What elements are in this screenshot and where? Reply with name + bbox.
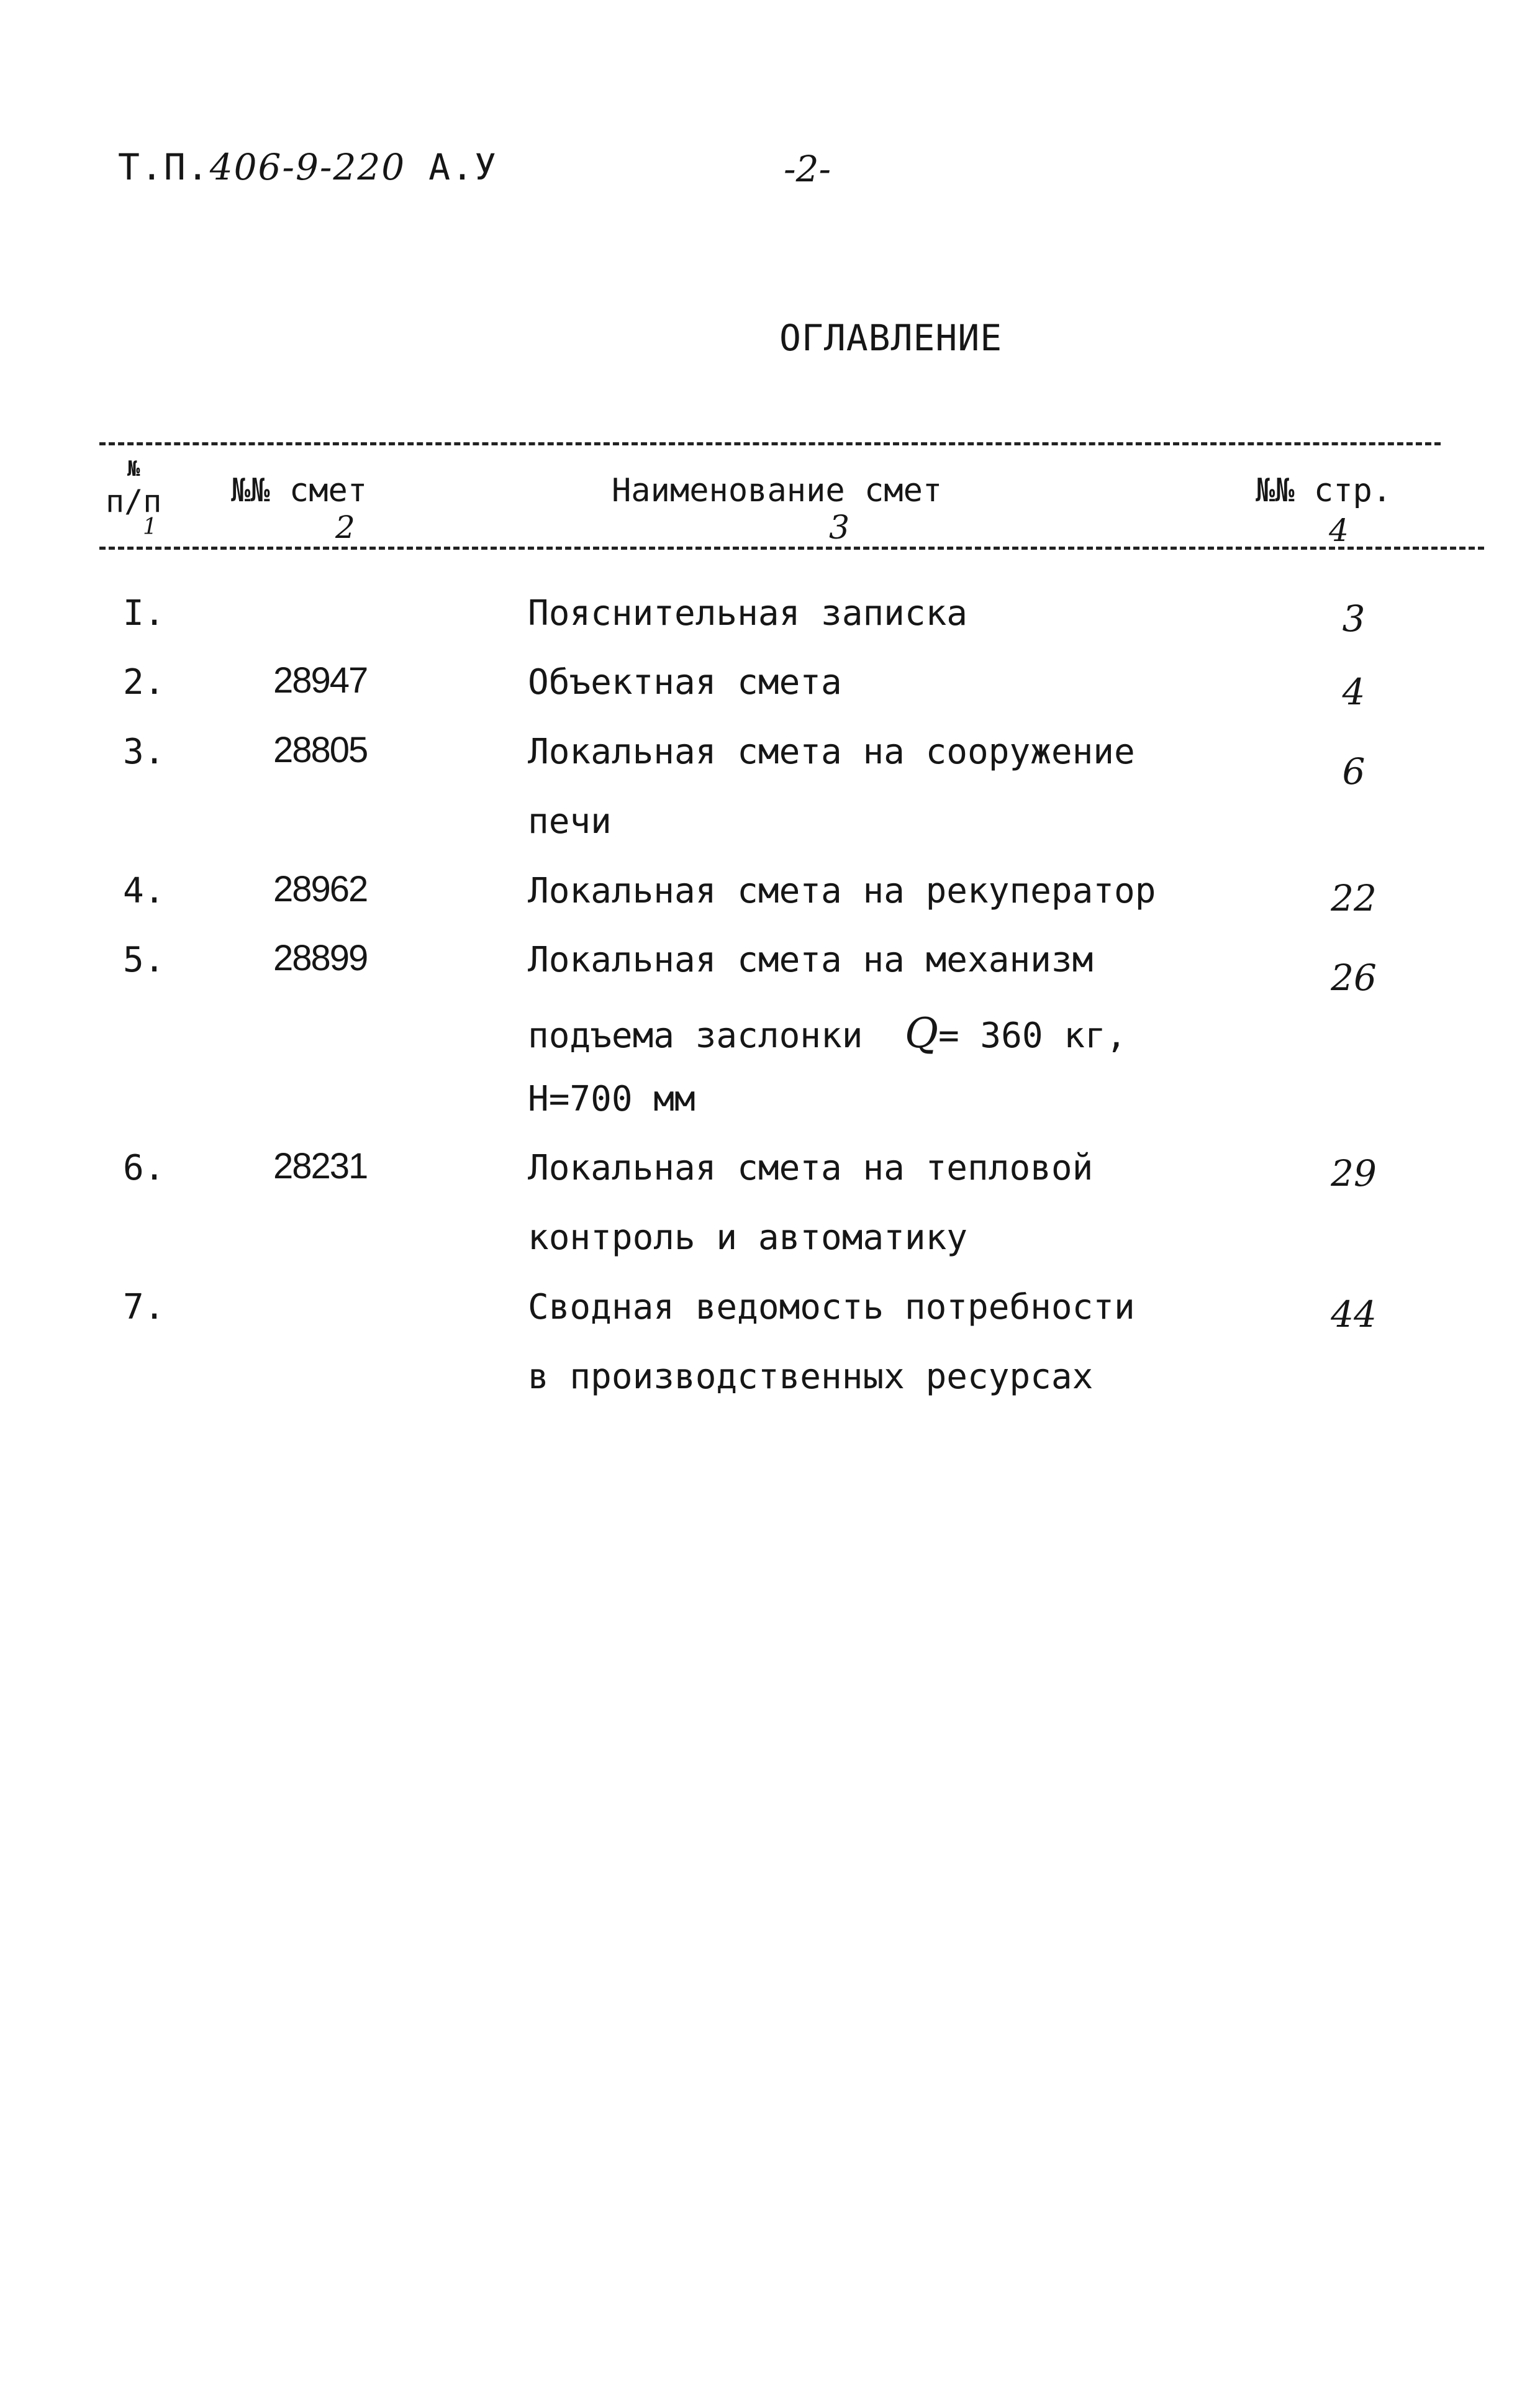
row-name-text: подъема заслонки xyxy=(528,1016,863,1056)
header-row-number: п/п xyxy=(106,483,162,519)
row-name-line: Локальная смета на сооружение xyxy=(528,732,1135,772)
header-estimate-number: №№ смет xyxy=(231,472,368,509)
row-number: I. xyxy=(123,593,165,634)
row-page: 6 xyxy=(1342,750,1366,793)
row-page: 3 xyxy=(1342,598,1366,640)
row-name-line: Локальная смета на механизм xyxy=(528,940,1094,980)
document-code-prefix: Т.П. xyxy=(118,146,210,188)
row-name-line: контроль и автоматику xyxy=(528,1217,968,1258)
table-top-rule xyxy=(99,442,1441,445)
row-number: 2. xyxy=(123,662,165,703)
row-name-line-with-formula xyxy=(528,1009,1126,1057)
row-name-line: печи xyxy=(528,801,612,842)
row-estimate-number: 28947 xyxy=(273,660,368,701)
row-name-line: Сводная ведомость потребности xyxy=(528,1287,1135,1327)
row-number: 7. xyxy=(123,1287,165,1327)
header-estimate-name-index: 3 xyxy=(829,509,850,547)
row-name-line: Объектная смета xyxy=(528,662,842,703)
row-estimate-number: 28805 xyxy=(273,730,368,770)
row-name-line: Пояснительная записка xyxy=(528,593,968,634)
row-estimate-number: 28899 xyxy=(273,938,368,978)
table-header-rule xyxy=(99,547,1484,550)
row-page: 44 xyxy=(1331,1293,1377,1335)
row-page: 29 xyxy=(1331,1152,1377,1194)
header-page-number-index: 4 xyxy=(1329,512,1349,548)
header-estimate-name: Наименование смет xyxy=(612,472,943,509)
row-name-line: в производственных ресурсах xyxy=(528,1357,1094,1397)
header-estimate-number-index: 2 xyxy=(335,509,355,545)
row-estimate-number: 28962 xyxy=(273,869,368,909)
row-number: 5. xyxy=(123,940,165,980)
document-code xyxy=(118,146,497,188)
row-page: 22 xyxy=(1331,877,1377,919)
document-code-number: 406-9-220 xyxy=(209,146,406,188)
row-name-line: Локальная смета на тепловой xyxy=(528,1148,1094,1188)
row-name-line: Локальная смета на рекуператор xyxy=(528,871,1156,911)
document-code-suffix: А.У xyxy=(428,146,497,188)
row-number: 3. xyxy=(123,732,165,772)
row-estimate-number: 28231 xyxy=(273,1146,368,1186)
row-name-line: Н=700 мм xyxy=(528,1079,695,1119)
row-number: 6. xyxy=(123,1148,165,1188)
header-page-number: №№ стр. xyxy=(1256,472,1392,509)
header-number-sign: № xyxy=(127,457,140,481)
load-symbol: Q xyxy=(904,1009,938,1057)
row-page: 26 xyxy=(1331,957,1377,999)
row-page: 4 xyxy=(1342,671,1366,713)
page-number: -2- xyxy=(784,148,831,190)
page-title: ОГЛАВЛЕНИЕ xyxy=(779,317,1003,359)
load-value: = 360 кг, xyxy=(938,1016,1127,1056)
header-row-number-index: 1 xyxy=(143,514,157,540)
row-number: 4. xyxy=(123,871,165,911)
